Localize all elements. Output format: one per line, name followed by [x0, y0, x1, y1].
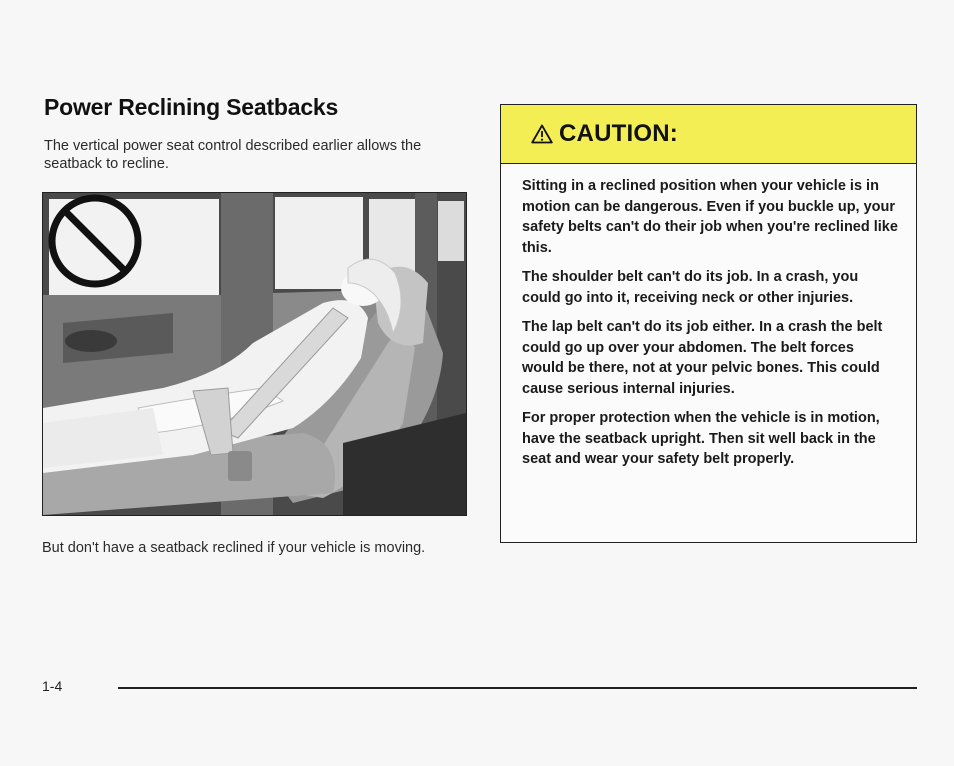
caution-paragraph: Sitting in a reclined position when your vehicle is in motion can be dangerous. Even if you buckle up, your safety belts can't do their job when you're reclined like this.: [522, 178, 898, 256]
caution-header: [501, 105, 916, 164]
section-title: Power Reclining Seatbacks: [44, 94, 339, 120]
caution-paragraph: The shoulder belt can't do its job. In a crash, you could go into it, receiving neck or other injuries.: [522, 269, 859, 306]
page-number: 1-4: [42, 678, 63, 694]
caution-paragraph: The lap belt can't do its job either. In a crash the belt could go up over your abdomen. The belt forces would be there, not at your pelvic bones. This could cause serious internal injuries.: [522, 319, 883, 397]
caution-box: [500, 104, 917, 543]
intro-paragraph: The vertical power seat control described earlier allows the seatback to recline.: [44, 138, 422, 172]
moving-warning-paragraph: But don't have a seatback reclined if your vehicle is moving.: [42, 540, 426, 556]
reclined-seat-illustration: [42, 192, 467, 516]
caution-body: [501, 164, 916, 470]
footer-rule: [118, 687, 917, 689]
warning-triangle-icon: [531, 124, 553, 144]
caution-paragraph: For proper protection when the vehicle is in motion, have the seatback upright. Then sit well back in the seat and wear your safety belt properly.: [522, 410, 880, 467]
caution-title: CAUTION:: [559, 120, 678, 147]
